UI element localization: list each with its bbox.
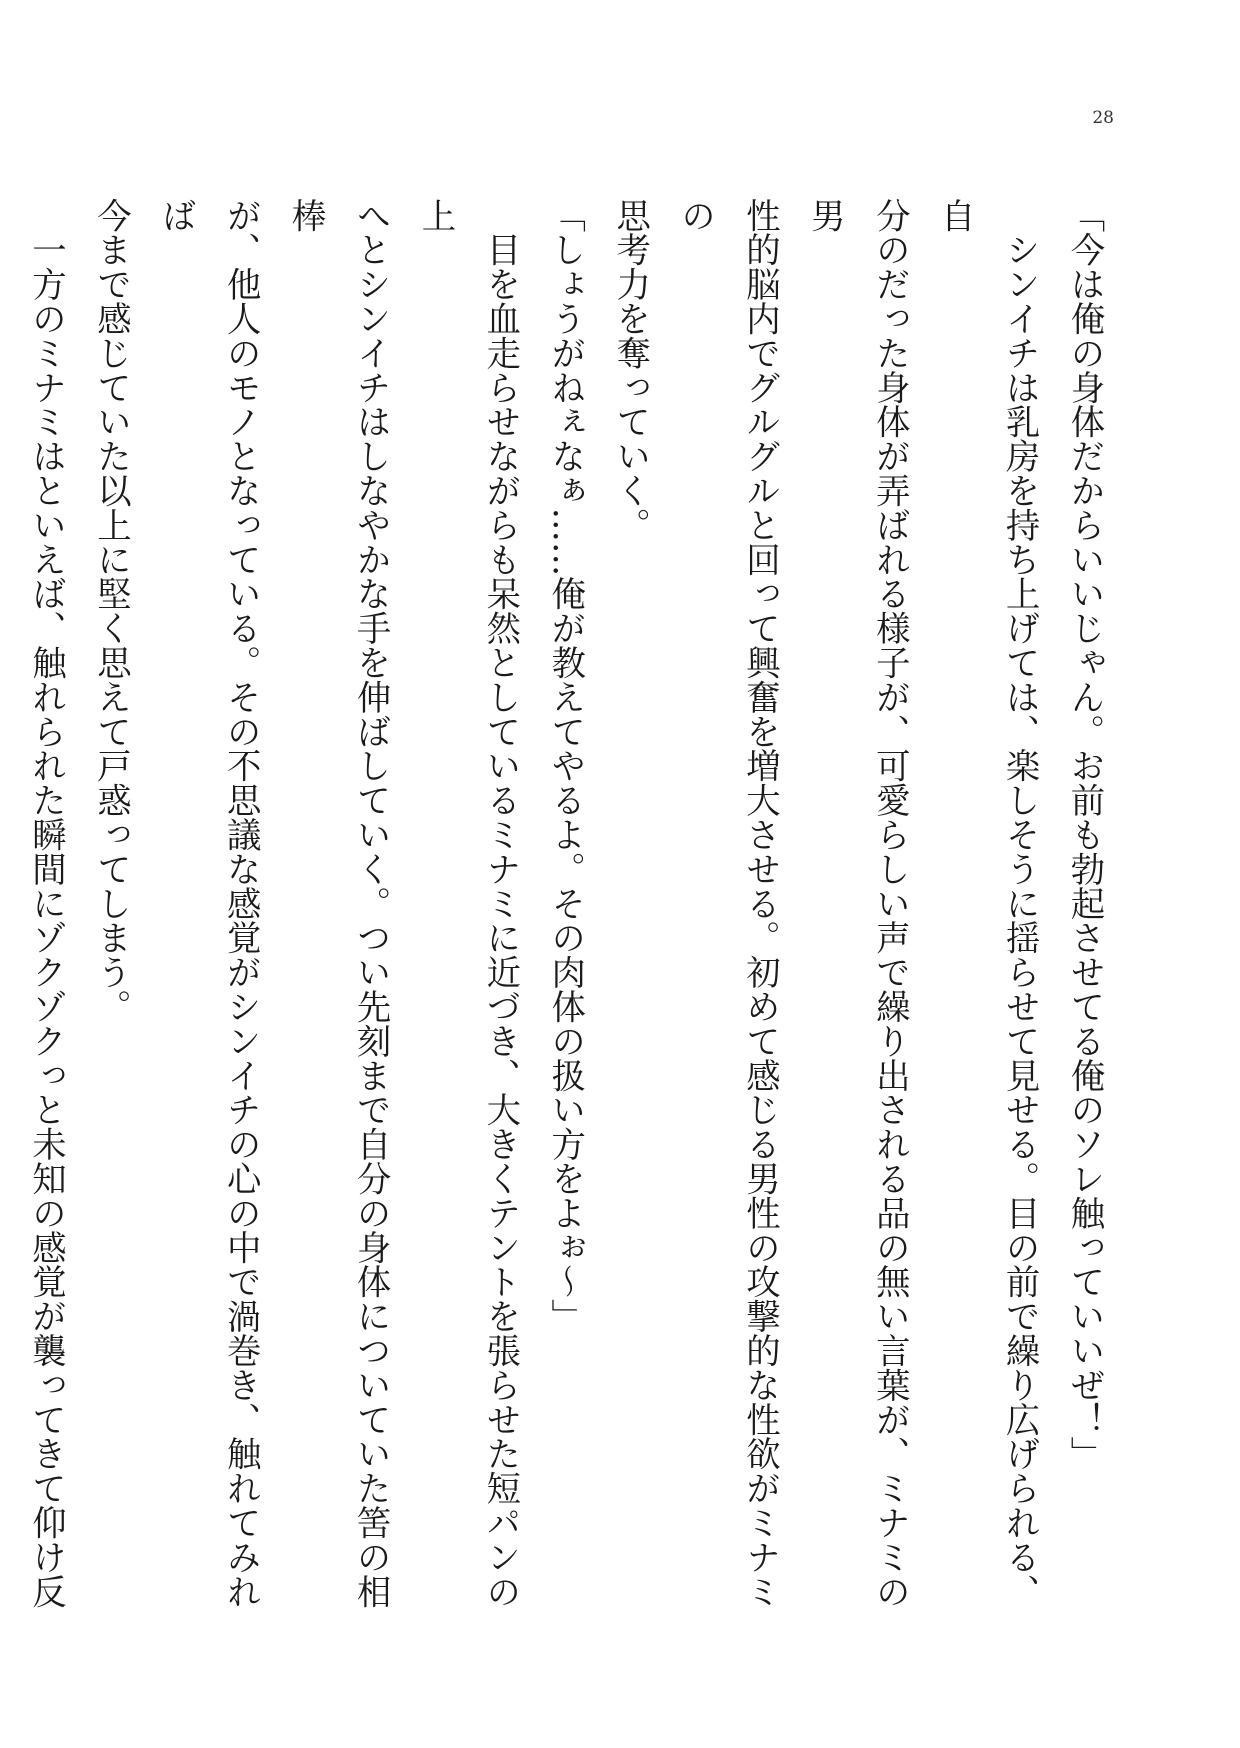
text-line: 性的脳内でグルグルと回って興奮を増大させる。初めて感じる男性の攻撃的な性欲がミナミの <box>674 198 780 1609</box>
text-line: 一方のミナミはといえば、触れられた瞬間にゾクゾクっと未知の感覚が襲ってきて仰け反 <box>25 232 66 1609</box>
text-line: 「しょうがねぇなぁ……俺が教えてやるよ。その肉体の扱い方をよぉ～」 <box>544 198 585 1334</box>
text-line: 「今は俺の身体だからいいじゃん。お前も勃起させてる俺のソレ触っていいぜ！」 <box>1064 198 1104 1471</box>
text-line: 分のだった身体が弄ばれる様子が、可愛らしい声で繰り出される品の無い言葉が、ミナミの男 <box>804 198 910 1609</box>
text-line: 目を血走らせながらも呆然としているミナミに近づき、大きくテントを張らせた短パンの上 <box>414 198 520 1609</box>
text-line: へとシンイチはしなやかな手を伸ばしていく。つい先刻まで自分の身体についていた筈の相棒 <box>285 198 391 1609</box>
text-line: が、他人のモノとなっている。その不思議な感覚がシンイチの心の中で渦巻き、触れてみれば <box>155 198 261 1609</box>
page-number: 28 <box>1092 108 1114 128</box>
text-line: 思考力を奪っていく。 <box>609 198 650 542</box>
text-line: シンイチは乳房を持ち上げては、楽しそうに揺らせて見せる。目の前で繰り広げられる、自 <box>934 198 1040 1609</box>
text-line: 今まで感じていた以上に堅く思えて戸惑ってしまう。 <box>90 198 131 1024</box>
body-text <box>25 198 1116 1623</box>
